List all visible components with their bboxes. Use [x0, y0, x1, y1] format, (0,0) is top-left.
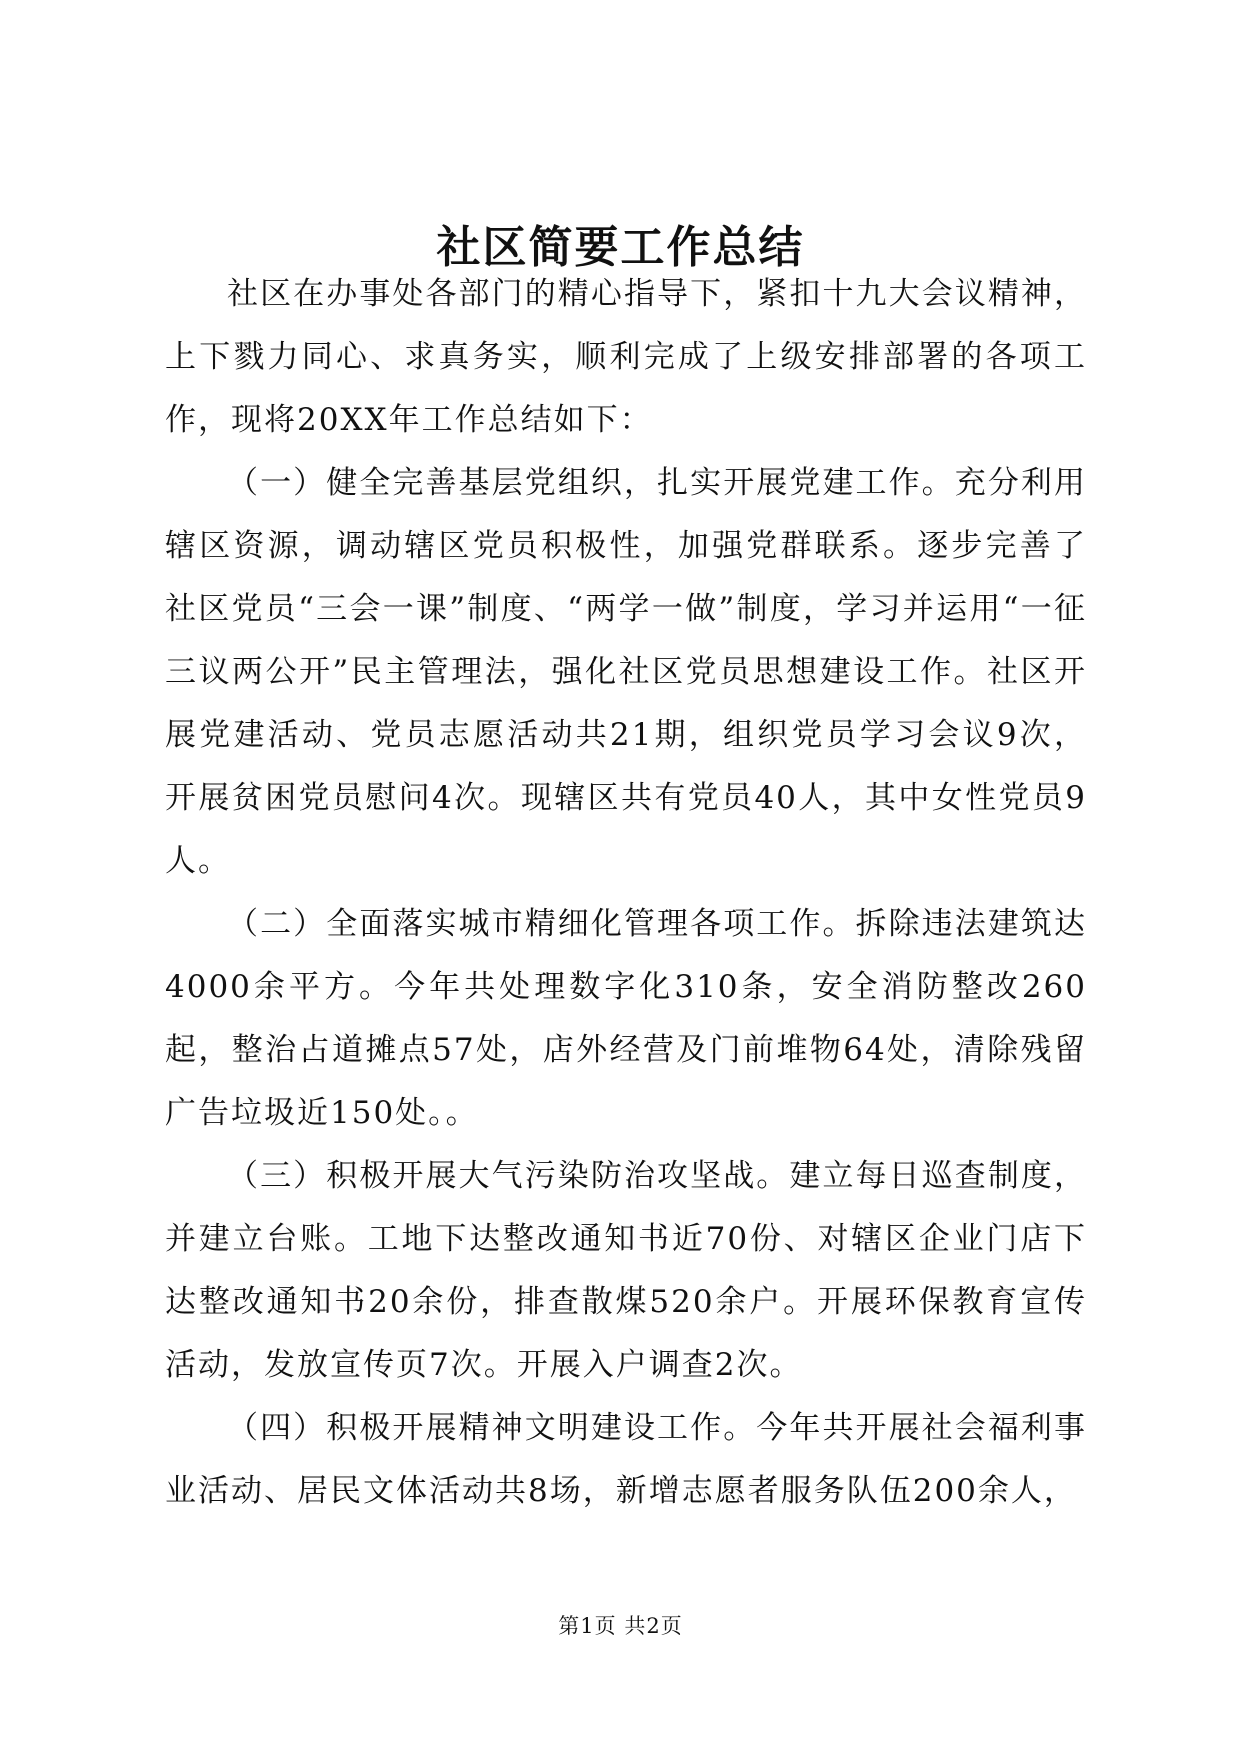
- paragraph-city-management: （二）全面落实城市精细化管理各项工作。拆除违法建筑达4000余平方。今年共处理数字化310条，安全消防整改260起，整治占道摊点57处，店外经营及门前堆物64处，清除残留广告垃圾近150处。。: [165, 906, 1087, 1131]
- paragraph-air-pollution: （三）积极开展大气污染防治攻坚战。建立每日巡查制度，并建立台账。工地下达整改通知书近70份、对辖区企业门店下达整改通知书20余份，排查散煤520余户。开展环保教育宣传活动，发放宣传页7次。开展入户调查2次。: [165, 1158, 1087, 1383]
- paragraph-party-building: （一）健全完善基层党组织，扎实开展党建工作。充分利用辖区资源，调动辖区党员积极性，加强党群联系。逐步完善了社区党员“三会一课”制度、“两学一做”制度，学习并运用“一征三议两公开”民主管理法，强化社区党员思想建设工作。社区开展党建活动、党员志愿活动共21期，组织党员学习会议9次，开展贫困党员慰问4次。现辖区共有党员40人，其中女性党员9人。: [165, 465, 1087, 879]
- document-body: [165, 263, 1087, 1523]
- document-title: 社区简要工作总结: [436, 222, 805, 273]
- paragraph-intro: 社区在办事处各部门的精心指导下，紧扣十九大会议精神，上下戮力同心、求真务实，顺利完成了上级安排部署的各项工作，现将20XX年工作总结如下：: [165, 276, 1087, 438]
- page-footer: 第1页 共2页: [558, 1614, 683, 1638]
- paragraph-civilization: （四）积极开展精神文明建设工作。今年共开展社会福利事业活动、居民文体活动共8场，新增志愿者服务队伍200余人，: [165, 1410, 1087, 1509]
